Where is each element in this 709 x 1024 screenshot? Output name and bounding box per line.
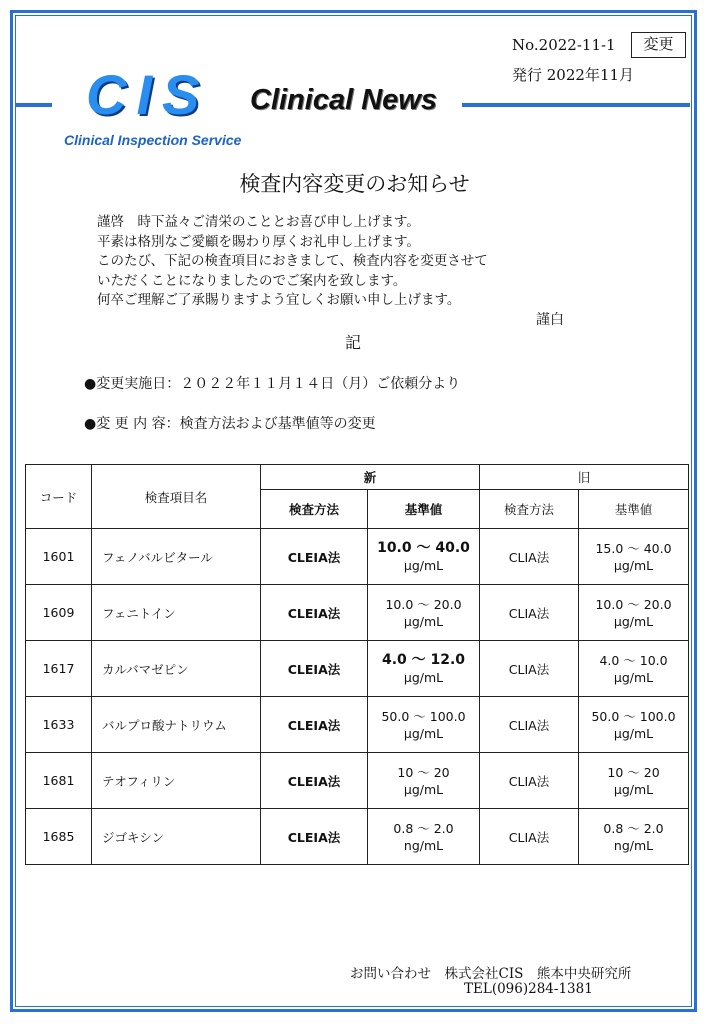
table-row bbox=[26, 529, 689, 585]
old-ref-unit: ng/mL bbox=[613, 837, 654, 853]
new-reference-cell bbox=[368, 753, 480, 809]
header-code: コード bbox=[26, 465, 92, 529]
body-line: 平素は格別なご愛顧を賜わり厚くお礼申し上げます。 bbox=[97, 233, 420, 250]
new-method-cell: CLEIA法 bbox=[261, 585, 368, 641]
ki-heading: 記 bbox=[345, 333, 362, 352]
old-ref-range: 10 〜 20 bbox=[607, 764, 660, 780]
new-method-cell: CLEIA法 bbox=[261, 697, 368, 753]
new-reference-cell bbox=[368, 809, 480, 865]
old-reference-cell bbox=[579, 641, 689, 697]
header-test-name: 検査項目名 bbox=[92, 465, 261, 529]
old-reference-cell bbox=[579, 585, 689, 641]
contact-phone: TEL(096)284-1381 bbox=[464, 981, 593, 997]
new-ref-range: 0.8 〜 2.0 bbox=[393, 820, 454, 836]
header-new: 新 bbox=[261, 465, 480, 490]
code-cell: 1601 bbox=[26, 529, 92, 585]
code-cell: 1681 bbox=[26, 753, 92, 809]
logo-subtitle: Clinical Inspection Service bbox=[64, 132, 242, 148]
change-table bbox=[25, 464, 689, 865]
test-name-cell: カルバマゼピン bbox=[92, 641, 261, 697]
table-row bbox=[26, 641, 689, 697]
new-ref-range: 4.0 〜 12.0 bbox=[381, 651, 466, 668]
new-ref-unit: μg/mL bbox=[403, 613, 444, 629]
table-row bbox=[26, 585, 689, 641]
code-cell: 1609 bbox=[26, 585, 92, 641]
body-line: いただくことになりましたのでご案内を致します。 bbox=[97, 272, 407, 289]
new-ref-unit: μg/mL bbox=[403, 557, 444, 573]
new-ref-range: 10 〜 20 bbox=[397, 764, 450, 780]
new-ref-range: 10.0 〜 20.0 bbox=[385, 596, 462, 612]
header-old-reference: 基準値 bbox=[579, 490, 689, 529]
test-name-cell: フェニトイン bbox=[92, 585, 261, 641]
old-ref-unit: μg/mL bbox=[613, 669, 654, 685]
new-reference-cell bbox=[368, 697, 480, 753]
new-reference-cell bbox=[368, 585, 480, 641]
new-ref-unit: μg/mL bbox=[403, 725, 444, 741]
code-cell: 1617 bbox=[26, 641, 92, 697]
body-line: このたび、下記の検査項目におきまして、検査内容を変更させて bbox=[97, 253, 488, 269]
old-ref-unit: μg/mL bbox=[613, 725, 654, 741]
code-cell: 1685 bbox=[26, 809, 92, 865]
table-row bbox=[26, 697, 689, 753]
old-ref-unit: μg/mL bbox=[613, 557, 654, 573]
old-reference-cell bbox=[579, 697, 689, 753]
new-method-cell: CLEIA法 bbox=[261, 529, 368, 585]
old-ref-range: 0.8 〜 2.0 bbox=[603, 820, 664, 836]
new-ref-unit: μg/mL bbox=[403, 781, 444, 797]
body-line: 何卒ご理解ご了承賜りますよう宜しくお願い申し上げます。 bbox=[97, 292, 461, 308]
header-rule-left bbox=[16, 103, 52, 107]
table-row bbox=[26, 753, 689, 809]
newsletter-title: Clinical News bbox=[250, 84, 437, 116]
greeting-body bbox=[97, 213, 488, 311]
old-method-cell: CLIA法 bbox=[480, 753, 579, 809]
new-method-cell: CLEIA法 bbox=[261, 641, 368, 697]
document-title: 検査内容変更のお知らせ bbox=[239, 172, 470, 196]
new-ref-range: 10.0 〜 40.0 bbox=[377, 539, 470, 556]
effective-date: ●変更実施日：２０２２年１１月１４日（月）ご依頼分より bbox=[84, 376, 461, 392]
new-reference-cell bbox=[368, 641, 480, 697]
old-reference-cell bbox=[579, 753, 689, 809]
table-row bbox=[26, 809, 689, 865]
old-ref-range: 50.0 〜 100.0 bbox=[591, 708, 676, 724]
old-ref-range: 4.0 〜 10.0 bbox=[599, 652, 668, 668]
new-method-cell: CLEIA法 bbox=[261, 753, 368, 809]
old-reference-cell bbox=[579, 809, 689, 865]
change-content: ●変 更 内 容：検査方法および基準値等の変更 bbox=[84, 416, 376, 432]
new-ref-range: 50.0 〜 100.0 bbox=[381, 708, 466, 724]
new-ref-unit: ng/mL bbox=[403, 837, 444, 853]
change-badge: 変更 bbox=[631, 32, 686, 58]
old-ref-unit: μg/mL bbox=[613, 613, 654, 629]
header-rule-right bbox=[462, 103, 690, 107]
header-new-method: 検査方法 bbox=[261, 490, 368, 529]
old-method-cell: CLIA法 bbox=[480, 529, 579, 585]
old-ref-unit: μg/mL bbox=[613, 781, 654, 797]
test-name-cell: フェノバルビタール bbox=[92, 529, 261, 585]
header-old: 旧 bbox=[480, 465, 689, 490]
new-ref-unit: μg/mL bbox=[403, 669, 444, 685]
old-method-cell: CLIA法 bbox=[480, 809, 579, 865]
new-method-cell: CLEIA法 bbox=[261, 809, 368, 865]
test-name-cell: テオフィリン bbox=[92, 753, 261, 809]
test-name-cell: バルプロ酸ナトリウム bbox=[92, 697, 261, 753]
new-reference-cell bbox=[368, 529, 480, 585]
old-reference-cell bbox=[579, 529, 689, 585]
old-method-cell: CLIA法 bbox=[480, 585, 579, 641]
body-line: 謹啓 時下益々ご清栄のこととお喜び申し上げます。 bbox=[97, 214, 420, 230]
test-name-cell: ジゴキシン bbox=[92, 809, 261, 865]
header-new-reference: 基準値 bbox=[368, 490, 480, 529]
old-ref-range: 15.0 〜 40.0 bbox=[595, 540, 672, 556]
contact-info: お問い合わせ 株式会社CIS 熊本中央研究所 bbox=[350, 966, 632, 982]
issue-number: No.2022-11-1 bbox=[512, 36, 616, 54]
issue-date: 発行 2022年11月 bbox=[512, 66, 635, 84]
cis-logo: CIS bbox=[86, 63, 210, 126]
old-method-cell: CLIA法 bbox=[480, 641, 579, 697]
closing-word: 謹白 bbox=[536, 312, 564, 328]
old-method-cell: CLIA法 bbox=[480, 697, 579, 753]
old-ref-range: 10.0 〜 20.0 bbox=[595, 596, 672, 612]
header-old-method: 検査方法 bbox=[480, 490, 579, 529]
code-cell: 1633 bbox=[26, 697, 92, 753]
